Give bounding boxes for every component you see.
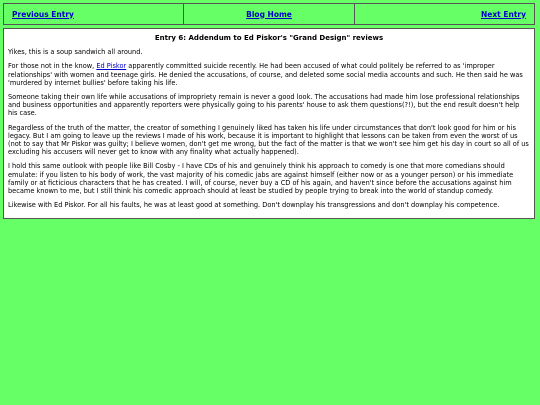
- paragraph-2-start: For those not in the know,: [8, 62, 97, 71]
- nav-cell-previous: [4, 4, 184, 24]
- paragraph-2-end: apparently committed suicide recently. He had been accused of what could politely be referred to as 'improper relationships' with women and teenage girls. He denied the accusations, of course, and deleted some social media accounts and such. He then said he was 'murdered by internet bullies' before taking his life.: [8, 62, 523, 87]
- nav-cell-next: [355, 4, 534, 24]
- entry-navigation: [3, 3, 535, 25]
- nav-cell-home: [184, 4, 356, 24]
- previous-entry-link[interactable]: Previous Entry: [12, 9, 74, 19]
- paragraph-4: Regardless of the truth of the matter, the creator of something I genuinely liked has taken his life under circumstances that don't look good for him or his legacy. But I am going to leave up the reviews I made of his work, because it is important to highlight that lessons can be taken from even the worst of us (not to say that Mr Piskor was guilty; I believe women, don't get me wrong, but the fact of the matter is that we won't see him get his day in court so all of us excluding his accusers will never get to know with any finality what actually happened).: [8, 123, 529, 157]
- blog-home-link[interactable]: Blog Home: [246, 9, 292, 19]
- paragraph-5: I hold this same outlook with people like Bill Cosby - I have CDs of his and genuinely think his approach to comedy is one that more comedians should emulate: if you listen to his body of work, the vast majority of his comedic jabs are against himself (either now or as a younger person) or his immediate family or at ficticious characters that he has created. I will, of course, never buy a CD of his again, and haven't since before the accusations against him became known to me, but I still think his comedic approach should at least be studied by people trying to break into the world of standup comedy.: [8, 162, 514, 196]
- entry-title: Entry 6: Addendum to Ed Piskor's "Grand Design" reviews: [154, 34, 384, 42]
- paragraph-3: Someone taking their own life while accusations of impropriety remain is never a good look. The accusations had made him lose professional relationships and business opportunities and apparently reporters were physically going to his parents' house to ask them questions(?!), but the end result doesn't help his case.: [8, 93, 520, 118]
- ed-piskor-link[interactable]: Ed Piskor: [96, 62, 127, 71]
- entry-content: [3, 28, 535, 219]
- paragraph-6: Likewise with Ed Piskor. For all his faults, he was at least good at something. Don't downplay his transgressions and don't downplay his competence.: [8, 201, 500, 210]
- paragraph-1: Yikes, this is a soup sandwich all around.: [8, 48, 143, 57]
- next-entry-link[interactable]: Next Entry: [480, 9, 527, 19]
- paragraph-2: [8, 62, 530, 87]
